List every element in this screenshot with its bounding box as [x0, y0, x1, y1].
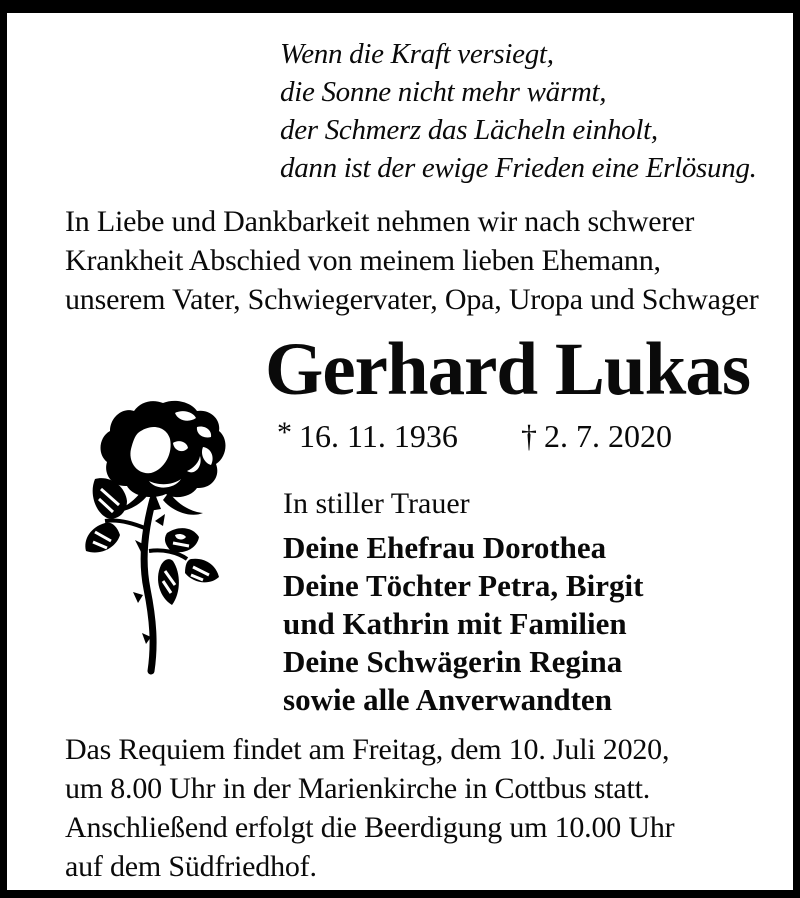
deceased-name: Gerhard Lukas — [265, 328, 751, 411]
born-symbol: * — [277, 416, 292, 449]
poem-line: dann ist der ewige Frieden eine Erlösung. — [280, 152, 757, 184]
funeral-line: auf dem Südfriedhof. — [65, 850, 317, 883]
mourner-line: Deine Ehefrau Dorothea — [283, 530, 607, 565]
funeral-paragraph — [65, 730, 674, 886]
intro-line: Krankheit Abschied von meinem lieben Ehemann, — [65, 244, 661, 277]
mourner-line: Deine Schwägerin Regina — [283, 644, 623, 679]
intro-paragraph — [65, 202, 759, 319]
mourner-line: sowie alle Anverwandten — [283, 682, 612, 717]
rose-illustration — [83, 399, 228, 684]
mourning-label: In stiller Trauer — [283, 487, 470, 520]
died-cross-symbol: † — [521, 418, 537, 454]
funeral-line: Das Requiem findet am Freitag, dem 10. Juli 2020, — [65, 733, 670, 766]
death-date — [521, 418, 672, 454]
poem — [280, 35, 757, 187]
intro-line: In Liebe und Dankbarkeit nehmen wir nach schwerer — [65, 205, 695, 238]
poem-line: Wenn die Kraft versiegt, — [280, 38, 554, 70]
mourner-line: Deine Töchter Petra, Birgit — [283, 568, 644, 603]
notice-paper — [7, 13, 793, 890]
death-date-value: 2. 7. 2020 — [544, 418, 672, 454]
poem-line: die Sonne nicht mehr wärmt, — [280, 76, 607, 108]
mourners-list — [283, 529, 643, 719]
poem-line: der Schmerz das Lächeln einholt, — [280, 114, 658, 146]
funeral-line: um 8.00 Uhr in der Marienkirche in Cottbus statt. — [65, 772, 651, 805]
funeral-line: Anschließend erfolgt die Beerdigung um 10.00 Uhr — [65, 811, 675, 844]
birth-date — [277, 418, 458, 454]
mourner-line: und Kathrin mit Familien — [283, 606, 627, 641]
intro-line: unserem Vater, Schwiegervater, Opa, Uropa und Schwager — [65, 283, 759, 316]
birth-date-value: 16. 11. 1936 — [299, 418, 458, 454]
